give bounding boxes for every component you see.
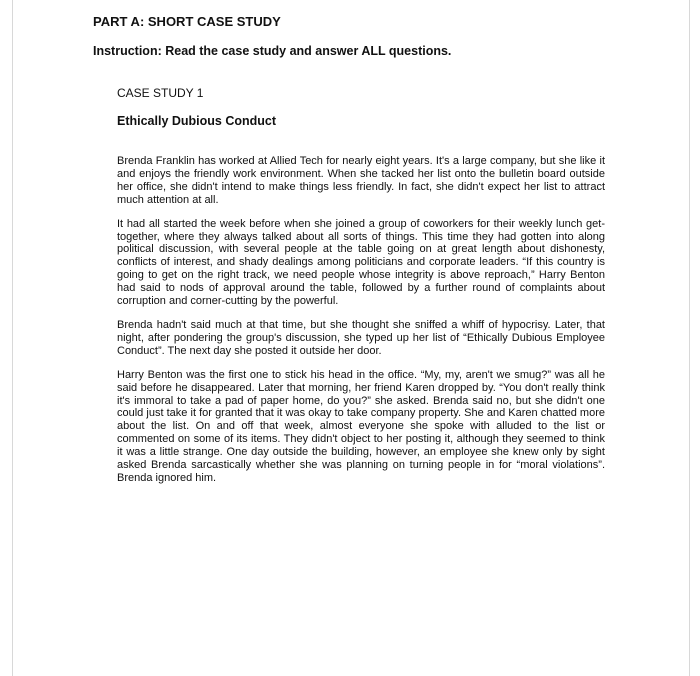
- case-study-title: Ethically Dubious Conduct: [117, 114, 277, 128]
- document-page: [12, 0, 690, 676]
- paragraph-1: Brenda Franklin has worked at Allied Tech for nearly eight years. It's a large company, but she like it and enjoys the friendly work environment. When she tacked her list onto the bulletin board outside her office, she didn't intend to make things less friendly. In fact, she didn't expect her list to attract much attention at all.: [117, 155, 605, 206]
- instruction-text: Instruction: Read the case study and answer ALL questions.: [93, 44, 452, 58]
- part-heading: PART A: SHORT CASE STUDY: [93, 14, 281, 29]
- case-study-label: CASE STUDY 1: [117, 86, 204, 100]
- paragraph-4: Harry Benton was the first one to stick his head in the office. “My, my, aren't we smug?” was all he said before he disappeared. Later that morning, her friend Karen dropped by. “You don't really think it's immoral to take a pad of paper home, do you?” she asked. Brenda said no, but she didn't one could just take it for granted that it was okay to take company property. She and Karen chatted more about the list. On and off that week, almost everyone she spoke with alluded to the list or commented on some of its items. They didn't object to her posting it, although they seemed to think it was a little strange. One day outside the building, however, an employee she knew only by sight asked Brenda sarcastically whether she was planning on turning people in for “moral violations”. Brenda ignored him.: [117, 368, 605, 484]
- paragraph-3: Brenda hadn't said much at that time, but she thought she sniffed a whiff of hypocrisy. Later, that night, after pondering the group's discussion, she typed up her list of “Ethically Dubious Employee Conduct”. The next day she posted it outside her door.: [117, 318, 605, 357]
- case-study-body: [117, 155, 605, 496]
- paragraph-2: It had all started the week before when she joined a group of coworkers for their weekly lunch get-together, where they always talked about all sorts of things. This time they had gotten into along political discussion, with several people at the table going on at great length about dishonesty, conflicts of interest, and shady dealings among politicians and corporate leaders. “If this country is going to get on the right track, we need people whose integrity is above reproach,” Harry Benton had said to nods of approval around the table, followed by a further round of complaints about corruption and corner-cutting by the powerful.: [117, 217, 605, 308]
